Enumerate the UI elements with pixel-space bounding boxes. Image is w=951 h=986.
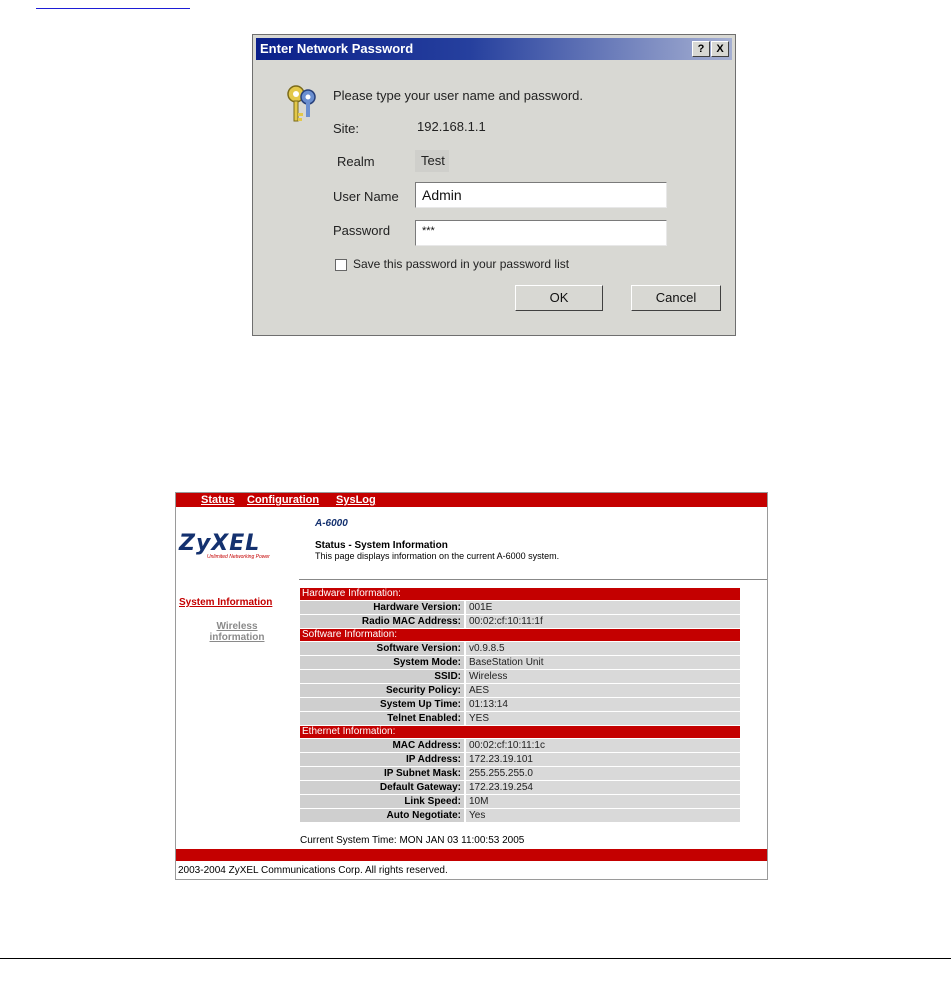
info-value: 00:02:cf:10:11:1f <box>466 615 740 628</box>
info-value: 172.23.19.101 <box>466 753 740 766</box>
info-label: Default Gateway: <box>300 781 464 794</box>
info-value: YES <box>466 712 740 725</box>
top-link-underline <box>36 8 190 9</box>
cancel-button[interactable]: Cancel <box>631 285 721 311</box>
top-nav-bar <box>176 493 767 507</box>
keys-icon <box>284 83 318 127</box>
info-row <box>300 670 740 683</box>
section-header: Hardware Information: <box>300 588 740 600</box>
info-row <box>300 753 740 766</box>
info-value: 10M <box>466 795 740 808</box>
nav-configuration[interactable]: Configuration <box>247 494 320 506</box>
network-password-dialog <box>252 34 736 336</box>
password-label: Password <box>333 223 391 238</box>
info-value: Wireless <box>466 670 740 683</box>
info-label: SSID: <box>300 670 464 683</box>
info-value: BaseStation Unit <box>466 656 740 669</box>
info-row <box>300 712 740 725</box>
dialog-title: Enter Network Password <box>260 41 414 56</box>
info-row <box>300 795 740 808</box>
logo-wordmark: ZyXEL <box>179 531 261 556</box>
dialog-titlebar[interactable] <box>256 38 732 60</box>
realm-label: Realm <box>337 154 375 169</box>
info-label: Security Policy: <box>300 684 464 697</box>
info-row <box>300 767 740 780</box>
copyright-text: 2003-2004 ZyXEL Communications Corp. All rights reserved. <box>178 865 448 876</box>
current-system-time: Current System Time: MON JAN 03 11:00:53 2005 <box>300 835 525 846</box>
username-label: User Name <box>333 189 399 204</box>
page-description: This page displays information on the current A-6000 system. <box>315 551 560 561</box>
site-label: Site: <box>333 121 360 136</box>
close-button[interactable]: X <box>711 41 729 57</box>
info-label: MAC Address: <box>300 739 464 752</box>
info-row <box>300 615 740 628</box>
password-input[interactable]: *** <box>415 220 667 246</box>
info-row <box>300 739 740 752</box>
info-row <box>300 601 740 614</box>
username-input[interactable]: Admin <box>415 182 667 208</box>
model-name: A-6000 <box>315 518 348 529</box>
help-button[interactable]: ? <box>692 41 710 57</box>
site-value: 192.168.1.1 <box>417 119 486 134</box>
info-label: Radio MAC Address: <box>300 615 464 628</box>
info-row <box>300 781 740 794</box>
info-value: 01:13:14 <box>466 698 740 711</box>
nav-syslog[interactable]: SysLog <box>336 494 376 506</box>
info-row <box>300 809 740 822</box>
footer-bar <box>176 849 767 861</box>
realm-value: Test <box>421 153 445 168</box>
nav-status[interactable]: Status <box>201 494 235 506</box>
info-row <box>300 656 740 669</box>
info-label: Hardware Version: <box>300 601 464 614</box>
info-row <box>300 684 740 697</box>
info-value: Yes <box>466 809 740 822</box>
sidebar-item-system-information[interactable]: System Information <box>179 597 273 608</box>
info-label: Auto Negotiate: <box>300 809 464 822</box>
sidebar-item-wireless-information[interactable]: Wireless information <box>209 621 265 643</box>
info-label: IP Address: <box>300 753 464 766</box>
info-label: Link Speed: <box>300 795 464 808</box>
info-label: Telnet Enabled: <box>300 712 464 725</box>
page-bottom-rule <box>0 958 951 959</box>
dialog-prompt: Please type your user name and password. <box>333 88 584 103</box>
info-row <box>300 698 740 711</box>
ok-button[interactable]: OK <box>515 285 603 311</box>
save-password-label: Save this password in your password list <box>353 257 570 271</box>
info-value: 255.255.255.0 <box>466 767 740 780</box>
info-row <box>300 642 740 655</box>
info-value: 001E <box>466 601 740 614</box>
section-header: Software Information: <box>300 629 740 641</box>
section-header: Ethernet Information: <box>300 726 740 738</box>
info-label: IP Subnet Mask: <box>300 767 464 780</box>
system-info-table <box>300 587 740 822</box>
info-value: v0.9.8.5 <box>466 642 740 655</box>
header-divider <box>299 579 767 580</box>
info-value: 172.23.19.254 <box>466 781 740 794</box>
info-value: 00:02:cf:10:11:1c <box>466 739 740 752</box>
info-label: System Mode: <box>300 656 464 669</box>
save-password-checkbox[interactable] <box>335 259 347 271</box>
page-title: Status - System Information <box>315 540 448 551</box>
info-value: AES <box>466 684 740 697</box>
logo-tagline: Unlimited Networking Power <box>207 554 270 560</box>
zyxel-status-page <box>175 492 768 880</box>
zyxel-logo <box>179 531 297 561</box>
info-label: System Up Time: <box>300 698 464 711</box>
info-label: Software Version: <box>300 642 464 655</box>
